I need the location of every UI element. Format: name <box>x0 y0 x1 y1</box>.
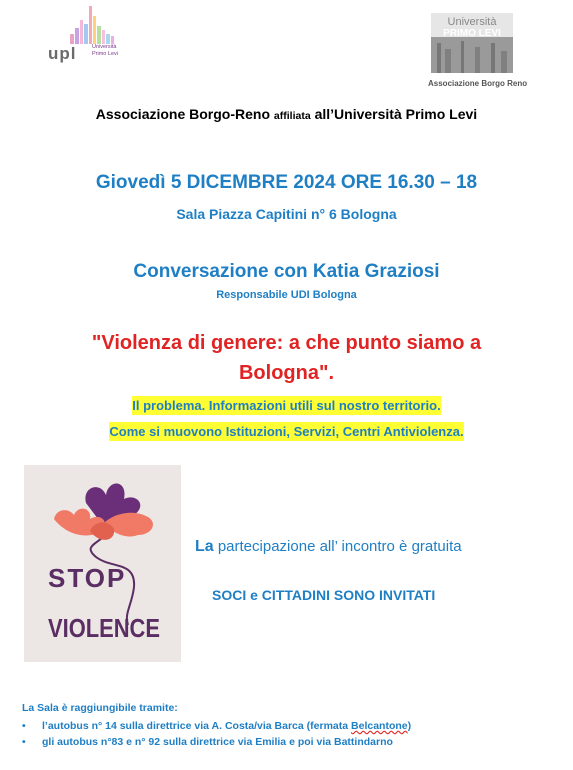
upl-logo-text: upl <box>48 44 77 63</box>
free-participation <box>195 538 462 556</box>
reach-item1-b: Belcantone <box>351 720 408 732</box>
reach-item-bus-14 <box>22 720 411 732</box>
reach-item-bus-83-92 <box>22 736 393 748</box>
reach-title: La Sala è raggiungibile tramite: <box>22 702 178 714</box>
primo-levi-logo <box>431 13 513 73</box>
violence-text: VIOLENCE <box>48 613 160 643</box>
reach-item1-a: l’autobus n° 14 sulla direttrice via A. Costa/via Barca (fermata <box>42 720 352 732</box>
bullet-dot: • <box>22 736 26 748</box>
subtitle-2 <box>0 424 573 439</box>
stop-text: STOP <box>48 563 127 593</box>
talk-title-line1: "Violenza di genere: a che punto siamo a <box>91 332 482 354</box>
free-rest: partecipazione all’ incontro è gratuita <box>213 538 462 555</box>
reach-item2: gli autobus n°83 e n° 92 sulla direttrice via Emilia e poi via Battindarno <box>42 736 393 748</box>
conversation-title: Conversazione con Katia Graziosi <box>133 261 440 282</box>
primo-logo-line1: Università <box>447 16 497 28</box>
subtitle-1 <box>0 398 573 413</box>
speaker-role: Responsabile UDI Bologna <box>216 289 357 301</box>
bullet-dot: • <box>22 720 26 732</box>
free-strong: La <box>195 538 214 555</box>
upl-logo-subtitle <box>92 44 118 57</box>
header-part1: Associazione Borgo-Reno <box>95 106 274 122</box>
header-part3: all’Università Primo Levi <box>310 106 478 122</box>
header-part2: affiliata <box>273 110 311 122</box>
talk-title-line2: Bologna". <box>238 362 335 384</box>
subtitle-2-text: Come si muovono Istituzioni, Servizi, Centri Antiviolenza. <box>109 424 464 439</box>
stop-violence-graphic <box>24 465 181 662</box>
stop-violence-image <box>24 465 181 662</box>
upl-sub-line2: Primo Levi <box>92 50 118 57</box>
event-date: Giovedì 5 DICEMBRE 2024 ORE 16.30 – 18 <box>95 172 478 193</box>
header-line <box>0 106 573 122</box>
event-venue: Sala Piazza Capitini n° 6 Bologna <box>176 206 397 222</box>
upl-sub-line1: Università <box>92 44 117 50</box>
subtitle-1-text: Il problema. Informazioni utili sul nostro territorio. <box>132 398 441 413</box>
primo-logo-line2: PRIMO LEVI <box>443 28 501 39</box>
talk-title <box>60 328 513 388</box>
assoc-caption: Associazione Borgo Reno <box>428 79 528 88</box>
reach-item1-c: ) <box>407 720 412 732</box>
invitation: SOCI e CITTADINI SONO INVITATI <box>212 587 436 603</box>
